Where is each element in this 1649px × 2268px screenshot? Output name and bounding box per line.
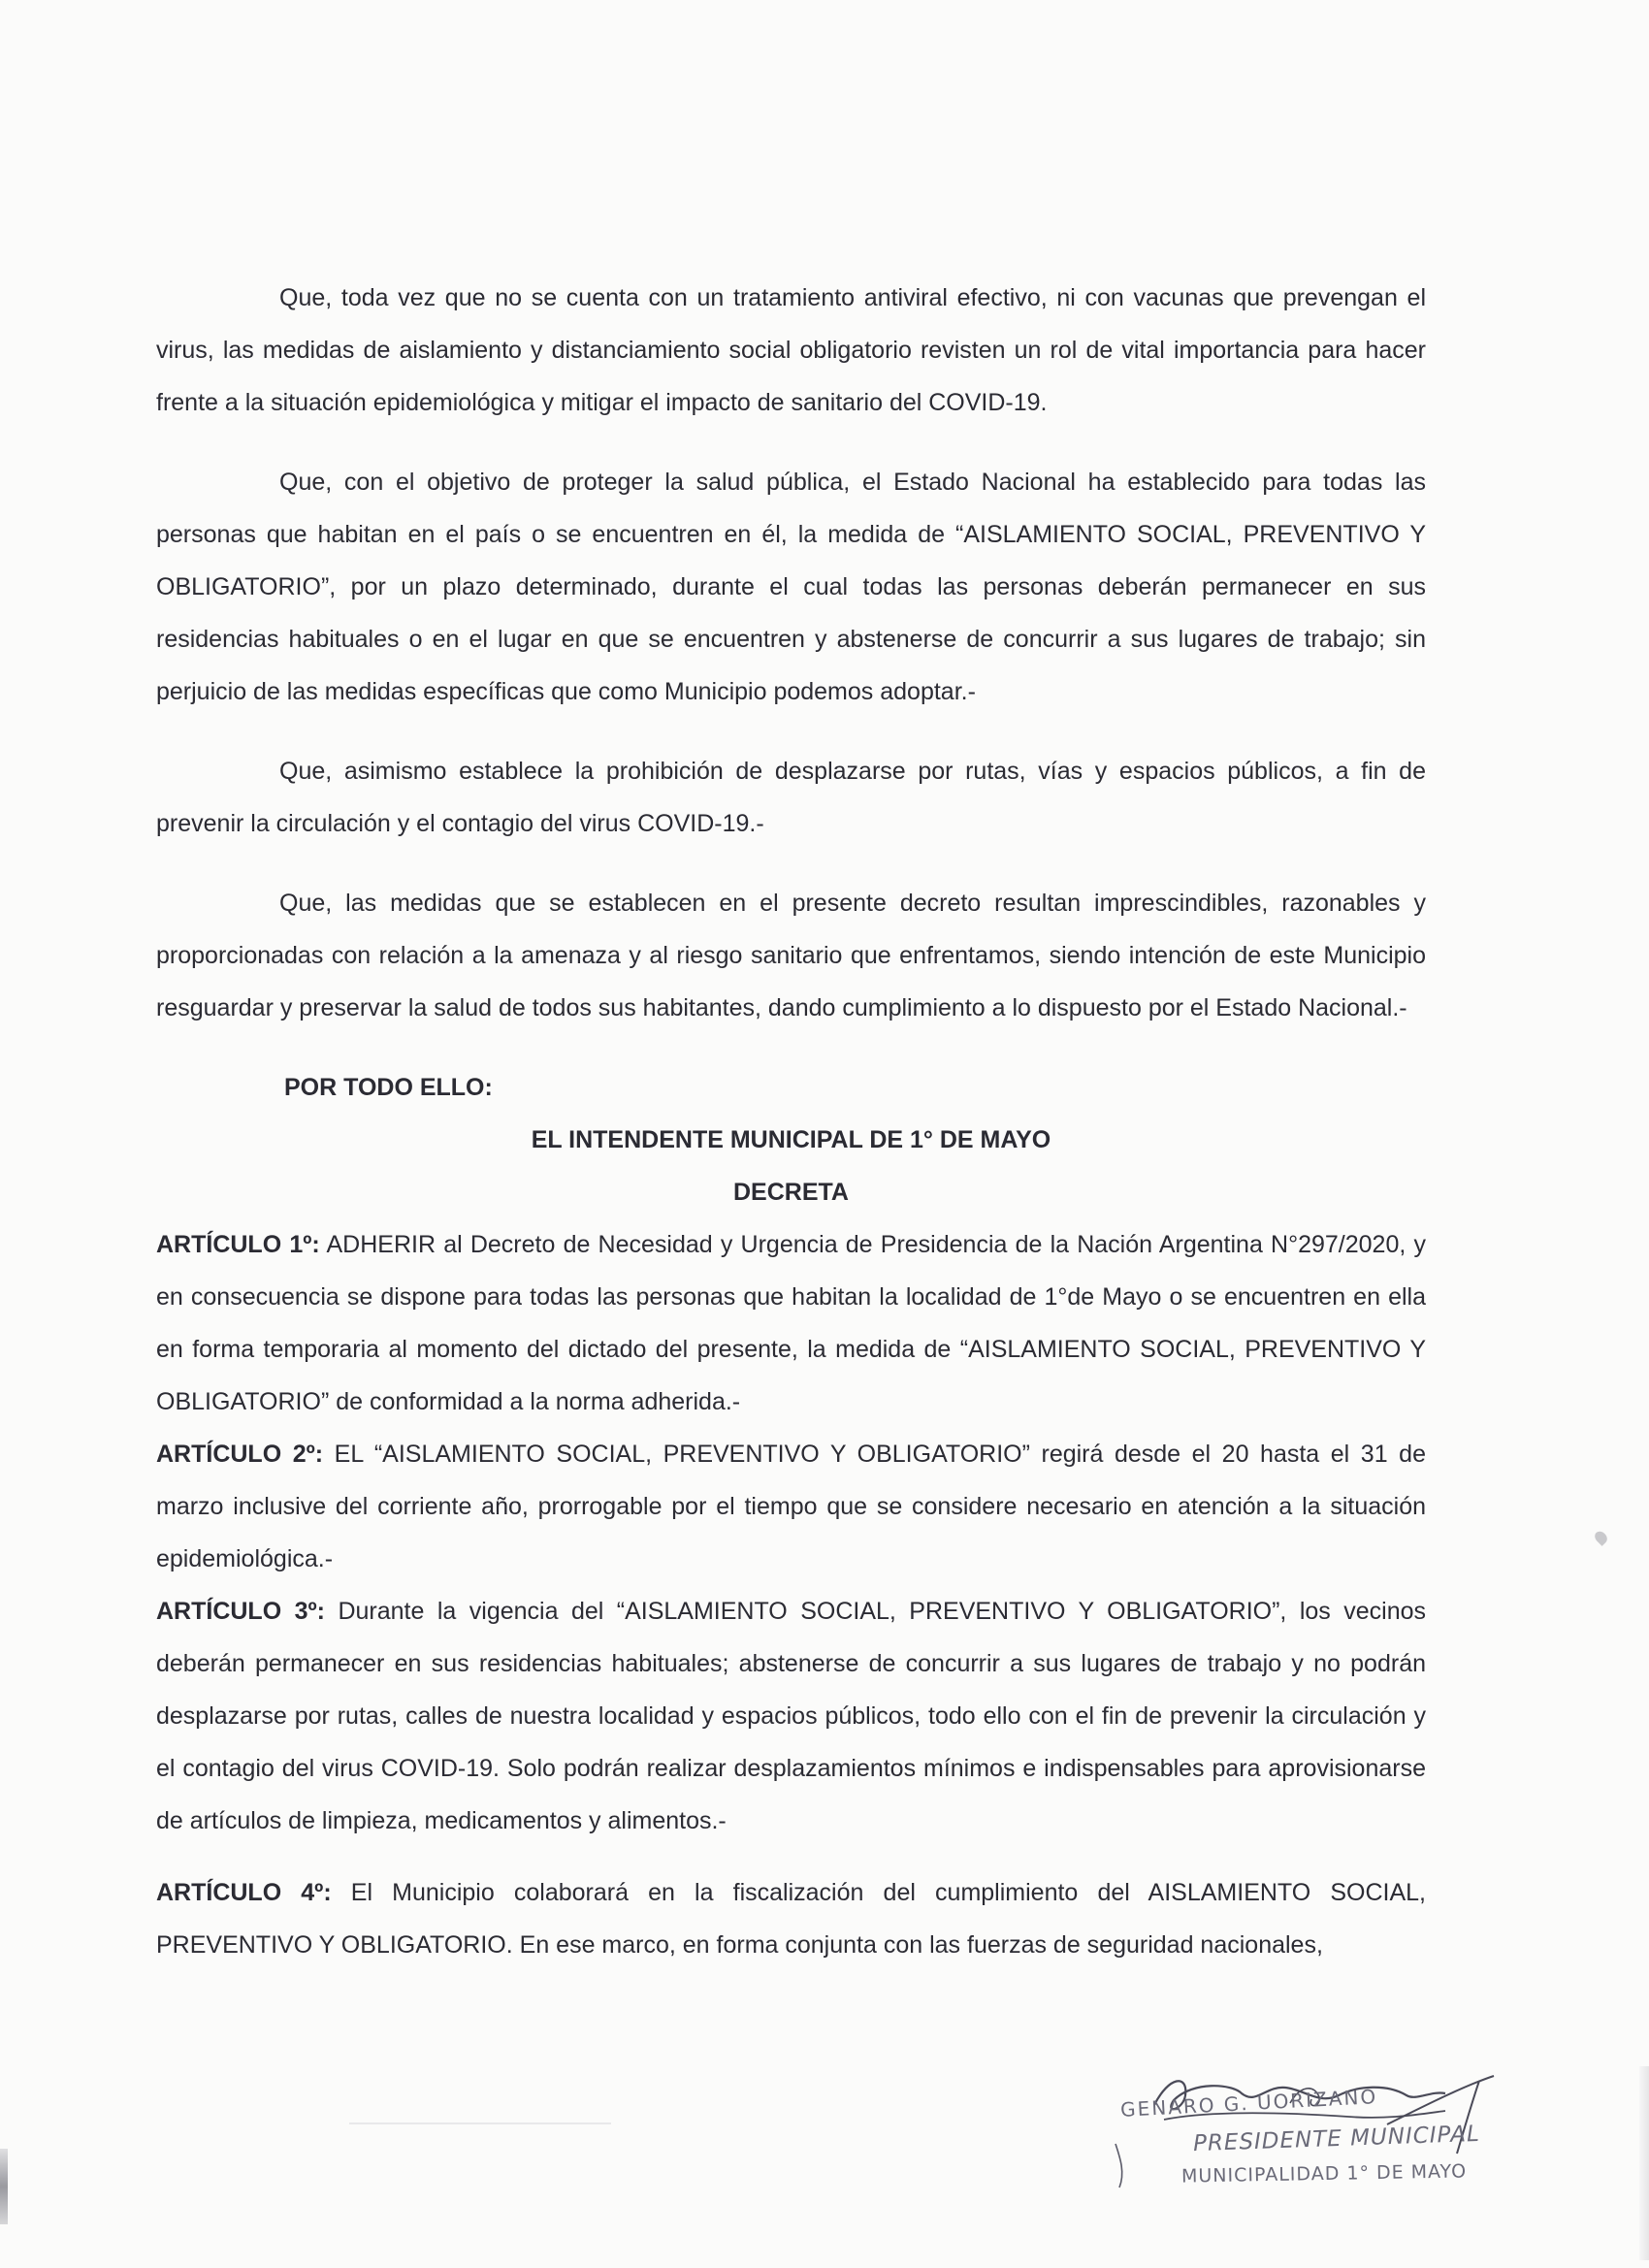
signature-title: PRESIDENTE MUNICIPAL [1192, 2121, 1481, 2157]
article-4 [156, 1866, 1426, 1971]
paragraph-considerando-1: Que, toda vez que no se cuenta con un tratamiento antiviral efectivo, ni con vacunas que prevengan el virus, las medidas de aislamiento y distanciamiento social obligatorio revisten un rol de vital importancia para hacer frente a la situación epidemiológica y mitigar el impacto de sanitario del COVID-19. [156, 284, 1426, 416]
article-2-label: ARTÍCULO 2º: [156, 1441, 324, 1468]
scan-edge-left [0, 2149, 8, 2224]
article-3-label: ARTÍCULO 3º: [156, 1598, 325, 1625]
heading-por-todo-ello: POR TODO ELLO: [284, 1074, 493, 1101]
heading-decreta: DECRETA [733, 1179, 849, 1206]
article-4-text: El Municipio colaborará en la fiscalización del cumplimiento del AISLAMIENTO SOCIAL, PREVENTIVO Y OBLIGATORIO. En ese marco, en forma conjunta con las fuerzas de seguridad nacionales, [156, 1879, 1426, 1959]
article-2-text: EL “AISLAMIENTO SOCIAL, PREVENTIVO Y OBLIGATORIO” regirá desde el 20 hasta el 31 de marzo inclusive del corriente año, prorrogable por el tiempo que se considere necesario en atención a la situación epidemiológica.- [156, 1441, 1426, 1572]
scan-artifact-line [349, 2122, 611, 2124]
heading-intendente: EL INTENDENTE MUNICIPAL DE 1° DE MAYO [531, 1126, 1051, 1153]
signature-name: GENARO G. UORIZANO [1119, 2085, 1378, 2122]
signature-stamp [1096, 2066, 1542, 2251]
scan-edge-right [1639, 2066, 1649, 2260]
paragraph-considerando-4: Que, las medidas que se establecen en el presente decreto resultan imprescindibles, razonables y proporcionadas con relación a la amenaza y al riesgo sanitario que enfrentamos, siendo intención de este Municipio resguardar y preservar la salud de todos sus habitantes, dando cumplimiento a lo dispuesto por el Estado Nacional.- [156, 890, 1426, 1021]
article-3 [156, 1585, 1426, 1847]
article-3-text: Durante la vigencia del “AISLAMIENTO SOCIAL, PREVENTIVO Y OBLIGATORIO”, los vecinos deberán permanecer en sus residencias habituales; abstenerse de concurrir a sus lugares de trabajo y no podrán desplazarse por rutas, calles de nuestra localidad y espacios públicos, todo ello con el fin de prevenir la circulación y el contagio del virus COVID-19. Solo podrán realizar desplazamientos mínimos e indispensables para aprovisionarse de artículos de limpieza, medicamentos y alimentos.- [156, 1598, 1426, 1834]
signature-institution: MUNICIPALIDAD 1° DE MAYO [1180, 2160, 1468, 2187]
article-1 [156, 1218, 1426, 1428]
article-1-text: ADHERIR al Decreto de Necesidad y Urgencia de Presidencia de la Nación Argentina N°297/2020, y en consecuencia se dispone para todas las personas que habitan la localidad de 1°de Mayo o se encuentren en ella en forma temporaria al momento del dictado del presente, la medida de “AISLAMIENTO SOCIAL, PREVENTIVO Y OBLIGATORIO” de conformidad a la norma adherida.- [156, 1231, 1426, 1415]
paragraph-considerando-2: Que, con el objetivo de proteger la salud pública, el Estado Nacional ha establecido para todas las personas que habitan en el país o se encuentren en él, la medida de “AISLAMIENTO SOCIAL, PREVENTIVO Y OBLIGATORIO”, por un plazo determinado, durante el cual todas las personas deberán permanecer en sus residencias habituales o en el lugar en que se encuentren y abstenerse de concurrir a sus lugares de trabajo; sin perjuicio de las medidas específicas que como Municipio podemos adoptar.- [156, 469, 1426, 705]
paragraph-considerando-3: Que, asimismo establece la prohibición de desplazarse por rutas, vías y espacios públicos, a fin de prevenir la circulación y el contagio del virus COVID-19.- [156, 758, 1426, 837]
document-body [156, 272, 1426, 1971]
article-4-label: ARTÍCULO 4º: [156, 1879, 332, 1906]
article-1-label: ARTÍCULO 1º: [156, 1231, 320, 1258]
scan-artifact-mark [1593, 1529, 1610, 1546]
article-2 [156, 1428, 1426, 1585]
